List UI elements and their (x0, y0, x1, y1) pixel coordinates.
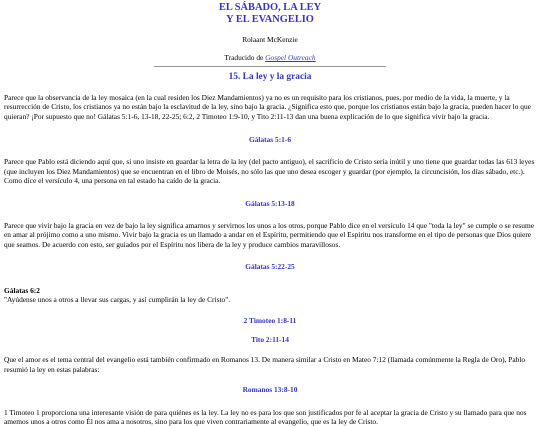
scripture-ref-romanos-13-8-10: Romanos 13:8-10 (242, 385, 298, 395)
paragraph-galatas-5-1-6: Parece que Pablo está diciendo aquí que, si uno insiste en guardar la letra de la ley (del pacto antiguo), el sacrificio de Cristo sería inútil y uno tiene que guardar todas las 613 leyes (que incluyen los Diez Mandamientos) que se encuentran en el libro de Moisés, no sólo las que uno desea escoger y guardar (por ejemplo, la circuncisión, los días sábado, etc.). Como dice el versículo 4, una persona en tal estado ha caído de la gracia. (4, 157, 535, 186)
scripture-ref-tito-2-11-14: Tito 2:11-14 (251, 334, 289, 344)
scripture-ref-2-timoteo-1-8-11: 2 Timoteo 1:8-11 (243, 315, 297, 325)
chapter-heading: 15. La ley y la gracia (228, 71, 312, 82)
author-name: Rolaant McKenzie (242, 35, 298, 44)
gospel-outreach-link[interactable]: Gospel Outreach (265, 53, 316, 63)
document-page (4, 0, 536, 426)
translated-prefix: Traducido de (224, 53, 266, 63)
paragraph-romanos-13: Que el amor es el tema central del evangelio está también confirmado en Romanos 13. De manera similar a Cristo en Mateo 7:12 (llamada comúnmente la Regla de Oro), Pablo resumió la ley en estas palabras: (4, 355, 526, 374)
quote-galatas-6-2: "Ayúdense unos a otros a llevar sus cargas, y así cumplirán la ley de Cristo". (4, 295, 231, 305)
paragraph-galatas-5-13-18: Parece que vivir bajo la gracia en vez de bajo la ley significa amarnos y servirnos los unos a los otros, porque Pablo dice en el versículo 14 que "toda la ley" se cumple o se resume en amar al prójimo como a uno mismo. Vivir bajo la gracia es un llamado a andar en el Espíritu, permitiendo que el Espíritu nos transforme en el tipo de personas que Dios quiere que seamos. De acuerdo con esto, ser guiados por el Espíritu nos libera de la ley y produce cambios maravillosos. (4, 221, 534, 249)
scripture-ref-galatas-5-22-25: Gálatas 5:22-25 (245, 262, 295, 272)
paragraph-1-timoteo-1: 1 Timoteo 1 proporciona una interesante visión de para quiénes es la ley. La ley no es para los que son justificados por fe al aceptar la gracia de Cristo y su llamado para que nos amemos unos a otros como Él nos ama a nosotros, sino para los que viven contrariamente al evangelio, que es la ley de Cristo. (4, 407, 527, 426)
document-title (4, 2, 536, 26)
header-divider (154, 66, 386, 67)
scripture-ref-galatas-6-2: Gálatas 6:2 (4, 285, 40, 295)
paragraph-intro: Parece que la observancia de la ley mosaica (en la cual residen los Diez Mandamientos) ya no es un requisito para los cristianos, pues, por medio de la vida, la muerte, y la resurrección de Cristo, los cristianos ya no están bajo la esclavitud de la ley, sino bajo la gracia. ¿Significa esto que, porque los cristianos están bajo la gracia, pueden hacer lo que quieran? ¡Por supuesto que no! Gálatas 5:1-6, 13-18, 22-25; 6:2, 2 Timoteo 1:9-10, y Tito 2:11-13 dan una buena explicación de lo que significa vivir bajo la gracia. (4, 92, 531, 121)
translation-credit (4, 53, 536, 62)
title-line-2: Y EL EVANGELIO (226, 14, 314, 25)
scripture-ref-galatas-5-1-6: Gálatas 5:1-6 (248, 135, 292, 145)
scripture-ref-galatas-5-13-18: Gálatas 5:13-18 (245, 198, 295, 208)
title-line-1: EL SÁBADO, LA LEY (218, 2, 322, 13)
